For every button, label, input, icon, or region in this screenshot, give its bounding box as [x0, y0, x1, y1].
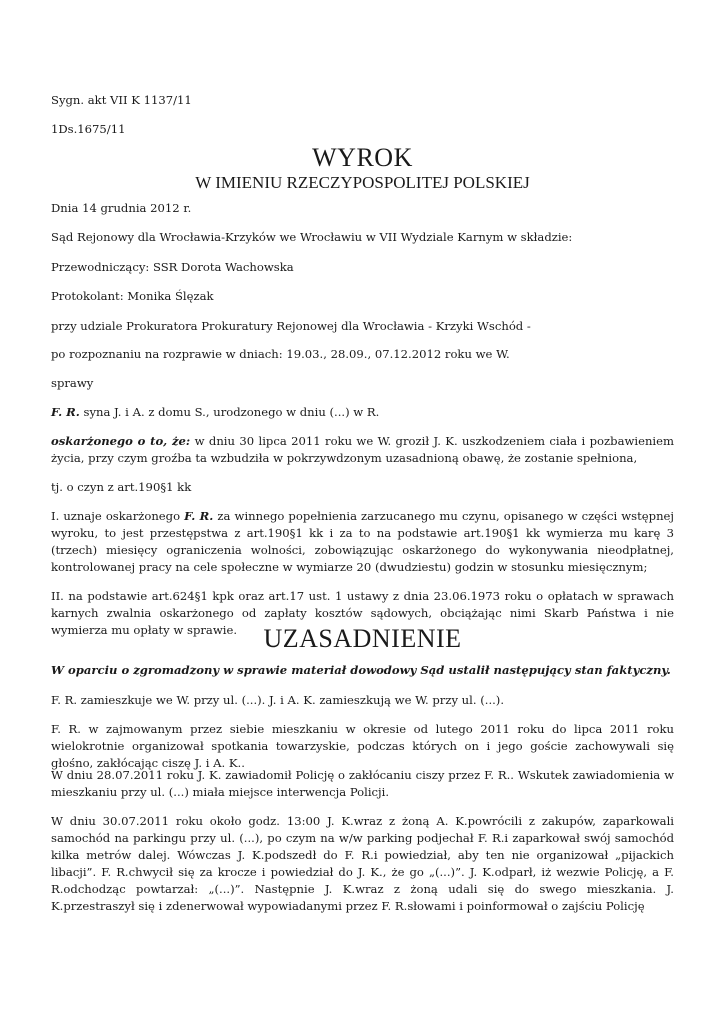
court-composition: Sąd Rejonowy dla Wrocławia-Krzyków we Wrocławiu w VII Wydziale Karnym w składzie:: [51, 230, 573, 244]
court-clerk: Protokolant: Monika Ślęzak: [51, 289, 214, 303]
charge-line: tj. o czyn z art.190§1 kk: [51, 480, 192, 494]
prosecutor-line: przy udziale Prokuratora Prokuratury Rejonowej dla Wrocławia - Krzyki Wschód -: [51, 319, 531, 333]
case-number: Sygn. akt VII K 1137/11: [51, 93, 192, 107]
defendant-line: [51, 404, 674, 421]
point1-name: F. R.: [184, 509, 214, 523]
defendant-name: F. R.: [51, 405, 80, 419]
verdict-date: Dnia 14 grudnia 2012 r.: [51, 201, 192, 215]
point1-text: za winnego popełnienia zarzucanego mu czynu, opisanego w części wstępnej wyroku, to jest przestępstwa z art.190§1 kk i za to na podstawie art.190§1 kk wymierza mu karę 3 (trzech) miesięcy ograniczenia wolności, zobowiązując oskarżonego do wykonywania nieodpłatnej, kontrolowanej pracy na cele społeczne w wymiarze 20 (dwudziestu) godzin w stosunku miesięcznym;: [51, 509, 674, 574]
justification-p4: W dniu 30.07.2011 roku około godz. 13:00 J. K.wraz z żoną A. K.powrócili z zakupów, zaparkowali samochód na parkingu przy ul. (...), po czym na w/w parking podjechał F. R.i zaparkował swój samochód kilka metrów dalej. Wówczas J. K.podszedł do F. R.i powiedział, aby ten nie organizował „pijackich libacji”. F. R.chwycił się za krocze i powiedział do J. K., że go „(...)”. J. K.odparł, iż wezwie Policję, a F. R.odchodząc powtarzał: „(...)”. Następnie J. K.wraz z żoną udali się do swego mieszkania. J. K.przestraszył się i zdenerwował wypowiadanymi przez F. R.słowami i poinformował o zajściu Policję: [51, 814, 674, 913]
accusation-paragraph: [51, 433, 674, 467]
case-word: sprawy: [51, 376, 94, 390]
justification-p3: W dniu 28.07.2011 roku J. K. zawiadomił Policję o zakłócaniu ciszy przez F. R.. Wskutek zawiadomienia w mieszkaniu przy ul. (...) miała miejsce interwencja Policji.: [51, 768, 674, 799]
ds-number: 1Ds.1675/11: [51, 122, 126, 136]
accused-text: w dniu 30 lipca 2011 roku we W. groził J. K. uszkodzeniem ciała i pozbawieniem życia, przy czym groźba ta wzbudziła w pokrzywdzonym uzasadnioną obawę, że zostanie spełniona,: [51, 434, 674, 465]
point1-prefix: I. uznaje oskarżonego: [51, 509, 185, 523]
verdict-point-1: [51, 508, 674, 576]
verdict-title: WYROK: [312, 143, 413, 172]
verdict-point-2: II. na podstawie art.624§1 kpk oraz art.17 ust. 1 ustawy z dnia 23.06.1973 roku o opłatach w sprawach karnych zwalnia oskarżonego od zapłaty kosztów sądowych, obciążając nimi Skarb Państwa i nie wymierza mu opłaty w sprawie.: [51, 589, 674, 637]
defendant-details: syna J. i A. z domu S., urodzonego w dniu (...) w R.: [79, 405, 380, 419]
verdict-subtitle: W IMIENIU RZECZYPOSPOLITEJ POLSKIEJ: [195, 173, 530, 192]
justification-title: UZASADNIENIE: [263, 624, 462, 653]
accused-label: oskarżonego o to, że:: [51, 434, 191, 448]
justification-p2: F. R. w zajmowanym przez siebie mieszkaniu w okresie od lutego 2011 roku do lipca 2011 roku wielokrotnie organizował spotkania towarzyskie, podczas których on i jego goście zachowywali się głośno, zakłócając ciszę J. i A. K..: [51, 722, 674, 770]
justification-lead: W oparciu o zgromadzony w sprawie materiał dowodowy Sąd ustalił następujący stan faktyczny.: [51, 663, 671, 677]
justification-p1: F. R. zamieszkuje we W. przy ul. (...). J. i A. K. zamieszkują we W. przy ul. (...).: [51, 693, 505, 707]
presiding-judge: Przewodniczący: SSR Dorota Wachowska: [51, 260, 294, 274]
hearing-dates: po rozpoznaniu na rozprawie w dniach: 19.03., 28.09., 07.12.2012 roku we W.: [51, 347, 510, 361]
